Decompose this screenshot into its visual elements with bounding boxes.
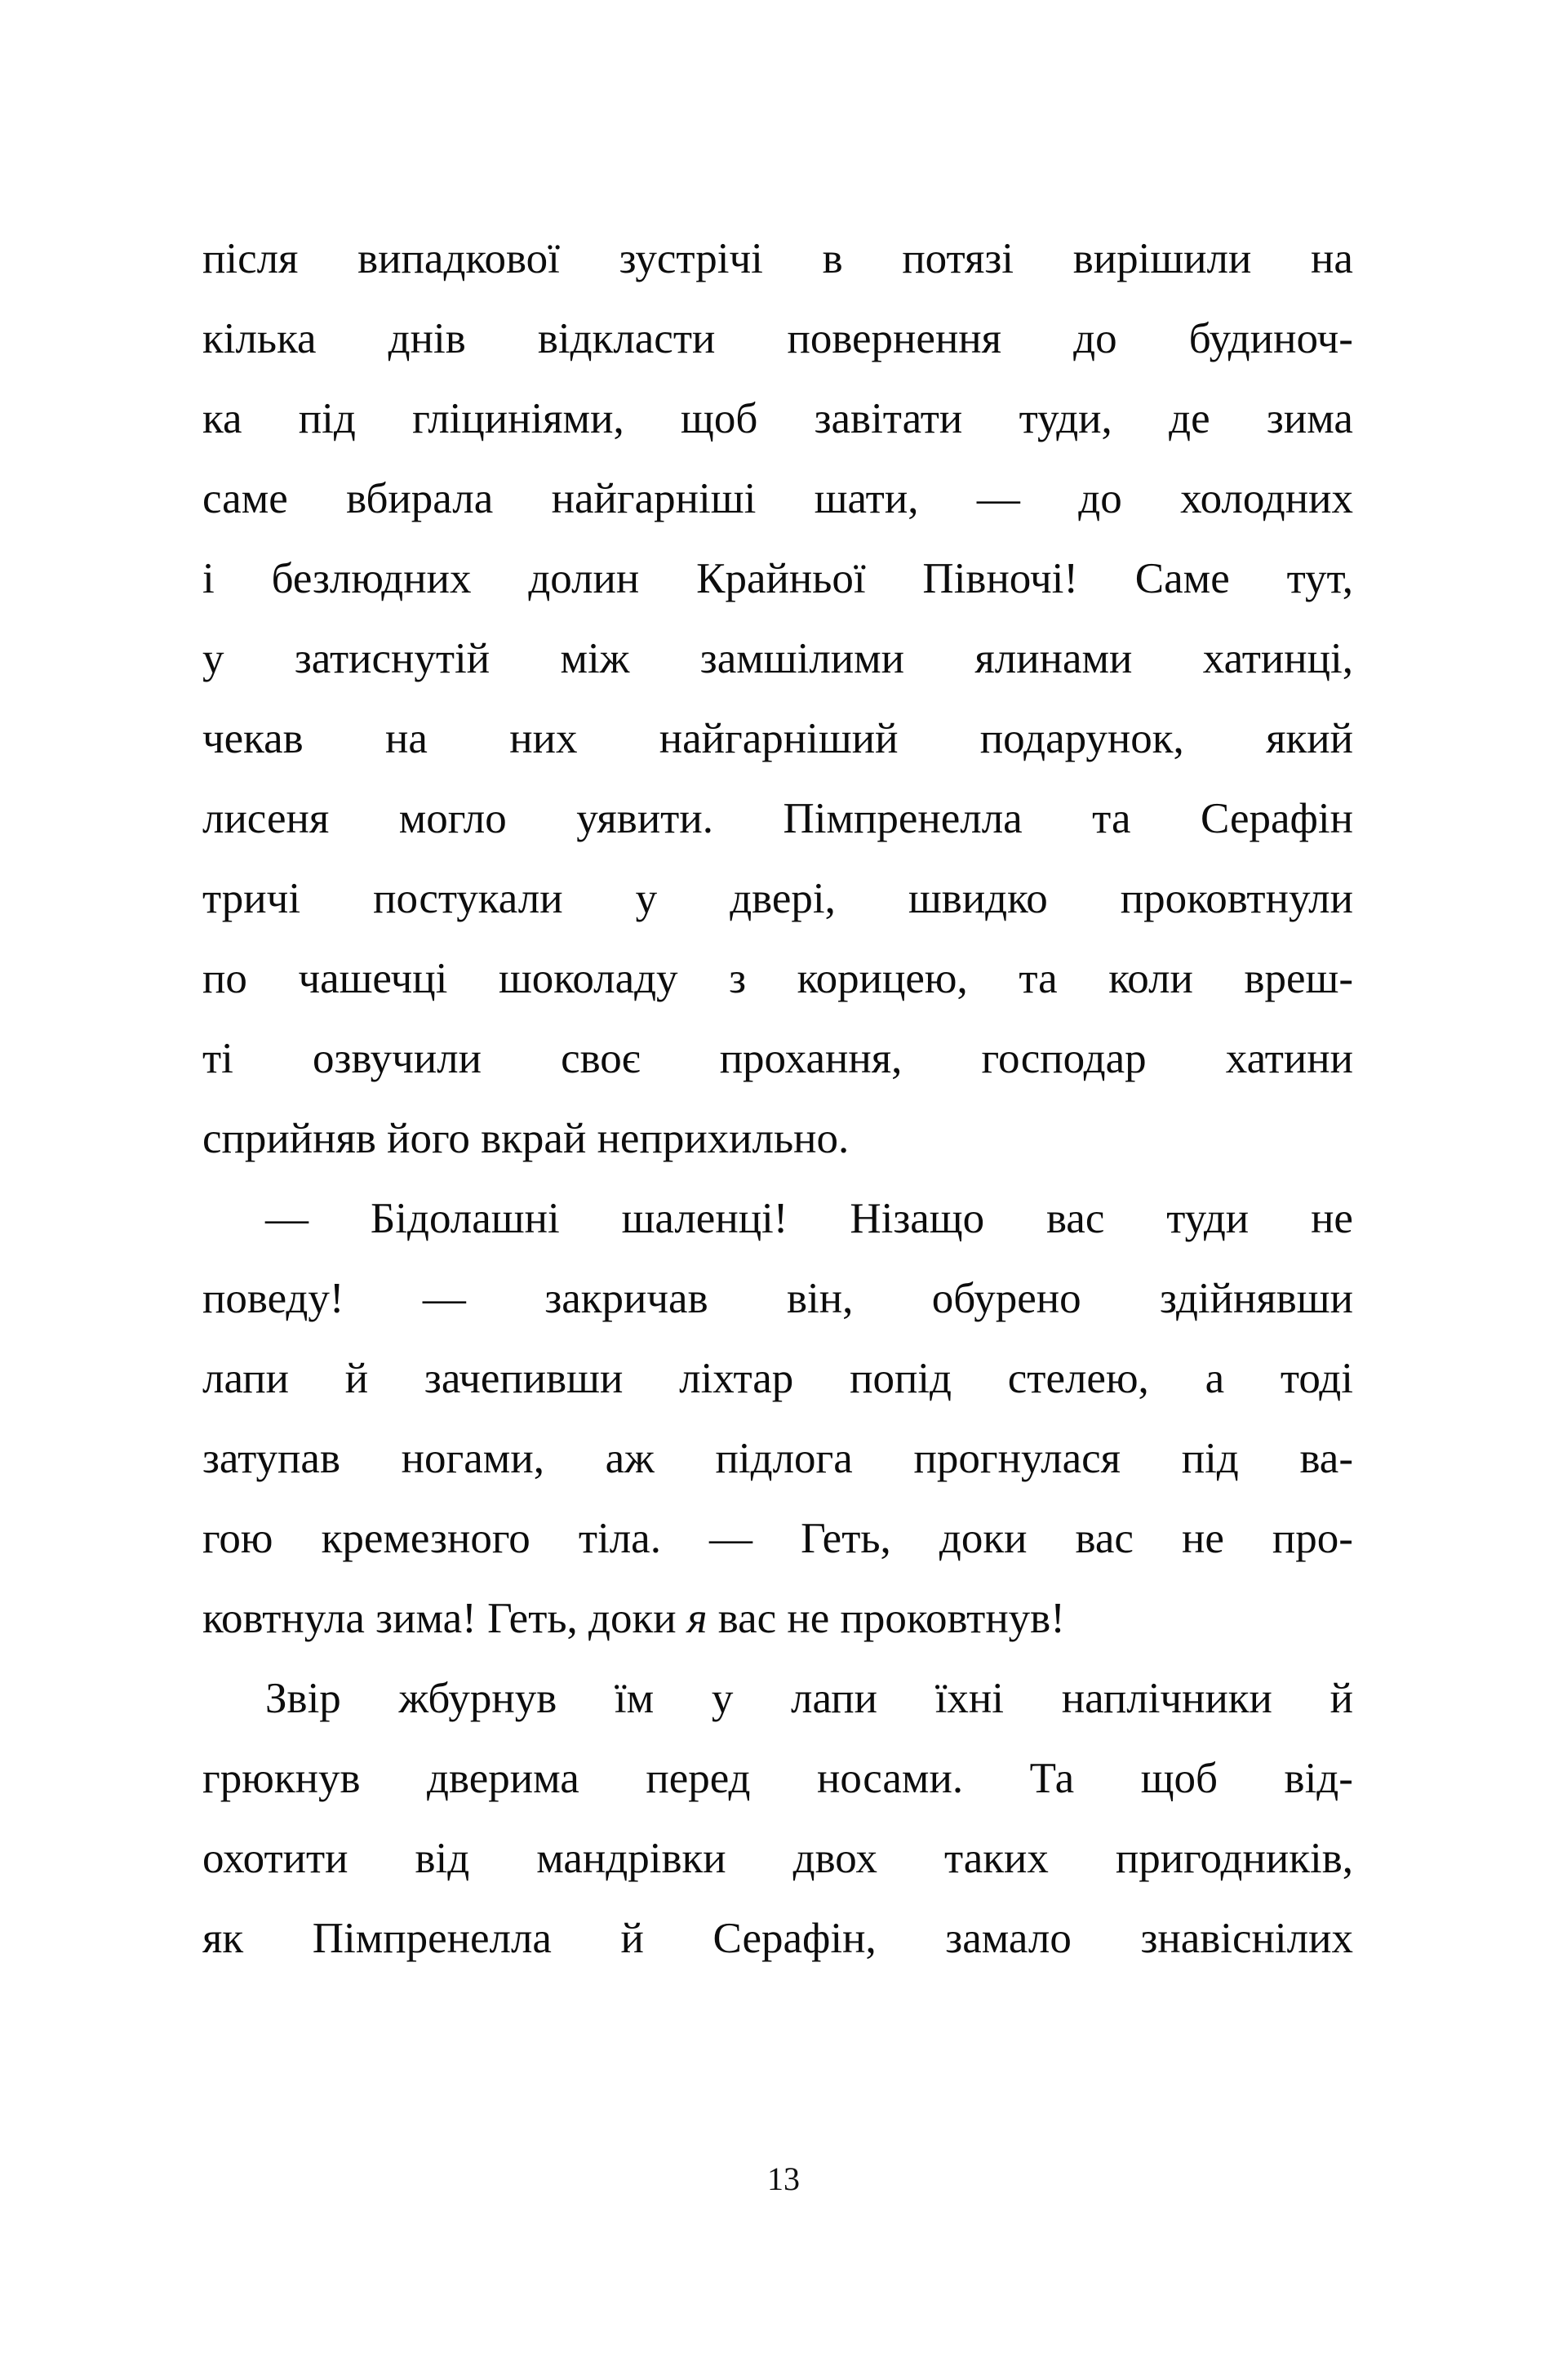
text-word: ва- (1299, 1435, 1353, 1482)
text-word: в (822, 235, 843, 282)
text-line (202, 939, 1353, 1019)
text-word: щоб (681, 395, 758, 442)
text-line (202, 1019, 1353, 1099)
text-word: їм (614, 1675, 655, 1722)
text-word: Серафін (1200, 795, 1353, 842)
text-word: затиснутій (294, 635, 491, 682)
text-line (202, 779, 1353, 859)
text-word: попід (850, 1355, 952, 1402)
text-word: тоді (1280, 1355, 1353, 1402)
text-word: Бідолашні (370, 1195, 560, 1242)
text-word: грюкнув (202, 1755, 361, 1802)
text-word: де (1169, 395, 1210, 442)
text-word: Звір (265, 1675, 341, 1722)
text-word: них (509, 715, 578, 762)
text-word: кілька (202, 315, 317, 362)
text-word: їхні (934, 1675, 1005, 1722)
text-word: шати, (814, 475, 919, 522)
text-word: ті (202, 1035, 233, 1082)
text-word: й (344, 1355, 369, 1402)
text-word: тричі (202, 875, 301, 922)
page-number: 13 (767, 2160, 800, 2197)
text-word: лисеня (202, 795, 330, 842)
text-word: холодних (1180, 475, 1353, 522)
text-word: уявити. (576, 795, 713, 842)
text-word: ялинами (974, 635, 1133, 682)
text-word: таких (943, 1835, 1049, 1882)
text-word: долин (528, 555, 640, 602)
text-word: вбирала (346, 475, 494, 522)
text-line (202, 1339, 1353, 1419)
text-line (202, 539, 1353, 619)
text-word: найгарніший (659, 715, 899, 762)
text-word: жбурнув (398, 1675, 557, 1722)
text-word: випадкової (357, 235, 560, 282)
text-word: повернення (787, 315, 1002, 362)
text-word: про- (1272, 1515, 1353, 1562)
text-word: завітати (814, 395, 963, 442)
text-word: Серафін, (712, 1915, 877, 1962)
text-word: який (1266, 715, 1353, 762)
text-word: він, (786, 1275, 854, 1322)
text-word: Крайньої (696, 555, 866, 602)
text-word: і (202, 555, 215, 602)
text-word: перед (646, 1755, 751, 1802)
text-word: чашечці (298, 955, 448, 1002)
text-word: під (1181, 1435, 1239, 1482)
text-word: — (422, 1275, 466, 1322)
text-line (265, 1179, 1353, 1259)
text-line (202, 859, 1353, 939)
text-word: — (265, 1195, 309, 1242)
text-word: не (1311, 1195, 1353, 1242)
text-word: гліциніями, (412, 395, 624, 442)
text-line: ковтнула зима! Геть, доки я вас не проковтнув! (202, 1595, 1065, 1642)
text-word: охотити (202, 1835, 348, 1882)
text-word: коли (1108, 955, 1193, 1002)
text-line (202, 299, 1353, 379)
text-word: Нізащо (850, 1195, 985, 1242)
text-word: по (202, 955, 247, 1002)
text-word: вас (1075, 1515, 1134, 1562)
text-word: вас (1045, 1195, 1105, 1242)
text-line (202, 459, 1353, 539)
text-word: поведу! (202, 1275, 344, 1322)
text-word: до (1078, 475, 1122, 522)
text-word: у (711, 1675, 734, 1722)
text-line (202, 619, 1353, 699)
text-word: дверима (427, 1755, 579, 1802)
text-word: а (1205, 1355, 1225, 1402)
text-word: здійнявши (1159, 1275, 1353, 1322)
text-word: потязі (902, 235, 1014, 282)
text-word: до (1073, 315, 1117, 362)
text-word: своє (561, 1035, 641, 1082)
text-word: тут, (1286, 555, 1353, 602)
text-word: носами. (817, 1755, 964, 1802)
text-word: будиноч- (1188, 315, 1353, 362)
text-word: й (1330, 1675, 1353, 1722)
text-word: зима (1266, 395, 1353, 442)
text-word: туди (1166, 1195, 1250, 1242)
text-word: подарунок, (979, 715, 1184, 762)
text-word: під (298, 395, 356, 442)
text-line (202, 1419, 1353, 1499)
text-word: у (635, 875, 658, 922)
text-word: Геть, (801, 1515, 891, 1562)
text-word: саме (202, 475, 288, 522)
text-word: найгарніші (551, 475, 757, 522)
text-word: щоб (1140, 1755, 1219, 1802)
text-word: у (202, 635, 224, 682)
text-line (202, 379, 1353, 459)
text-line: сприйняв його вкрай неприхильно. (202, 1115, 850, 1162)
body-text-column (202, 219, 1353, 1978)
text-word: — (709, 1515, 753, 1562)
text-word: та (1019, 955, 1058, 1002)
text-word: Пімпренелла (312, 1915, 552, 1962)
text-line (202, 699, 1353, 779)
text-word: ліхтар (679, 1355, 794, 1402)
text-word: швидко (908, 875, 1048, 922)
text-word: шоколаду (498, 955, 678, 1002)
text-word: двох (792, 1835, 877, 1882)
text-word: на (385, 715, 428, 762)
text-word: підлога (715, 1435, 853, 1482)
text-word: між (560, 635, 630, 682)
text-word: затупав (202, 1435, 340, 1482)
text-word: Пімпренелла (783, 795, 1023, 842)
text-word: шаленці! (621, 1195, 788, 1242)
text-word: прохання, (719, 1035, 903, 1082)
text-word: як (202, 1915, 244, 1962)
text-word: кремезного (321, 1515, 530, 1562)
text-word: днів (388, 315, 466, 362)
text-word: пригодників, (1115, 1835, 1353, 1882)
text-word: постукали (373, 875, 563, 922)
text-word: безлюдних (271, 555, 472, 602)
text-word: аж (605, 1435, 655, 1482)
text-word: від- (1284, 1755, 1353, 1802)
text-word: доки (939, 1515, 1028, 1562)
text-word: після (202, 235, 299, 282)
text-word: відкласти (537, 315, 716, 362)
text-word: зустрічі (619, 235, 763, 282)
text-word: обурено (931, 1275, 1081, 1322)
text-word: гою (202, 1515, 273, 1562)
text-word: від (415, 1835, 470, 1882)
text-word: корицею, (797, 955, 968, 1002)
text-word: замало (945, 1915, 1072, 1962)
text-word: закричав (544, 1275, 708, 1322)
text-word: хатинці, (1202, 635, 1353, 682)
text-word: ногами, (401, 1435, 544, 1482)
text-word: прогнулася (913, 1435, 1121, 1482)
text-word: хатини (1225, 1035, 1353, 1082)
text-word: — (976, 475, 1020, 522)
text-word: озвучили (313, 1035, 482, 1082)
text-word: лапи (202, 1355, 289, 1402)
text-word: Саме (1134, 555, 1230, 602)
text-line (265, 1658, 1353, 1738)
text-word: чекав (202, 715, 304, 762)
text-word: стелею, (1007, 1355, 1149, 1402)
text-word: на (1311, 235, 1353, 282)
text-word: проковтнули (1120, 875, 1353, 922)
text-line (202, 1259, 1353, 1339)
text-word: замшілими (699, 635, 905, 682)
text-word: мандрівки (536, 1835, 726, 1882)
text-word: двері, (730, 875, 836, 922)
text-word: лапи (791, 1675, 878, 1722)
text-word: ка (202, 395, 242, 442)
text-word: не (1181, 1515, 1224, 1562)
text-word: Та (1029, 1755, 1075, 1802)
text-word: наплічники (1061, 1675, 1272, 1722)
text-word: й (620, 1915, 644, 1962)
text-line (202, 1898, 1353, 1978)
text-line (202, 1499, 1353, 1579)
text-line (202, 219, 1353, 299)
text-word: Півночі! (922, 555, 1078, 602)
text-word: та (1092, 795, 1131, 842)
text-word: господар (981, 1035, 1147, 1082)
text-word: вреш- (1244, 955, 1353, 1002)
text-line (202, 1818, 1353, 1898)
text-word: тіла. (578, 1515, 661, 1562)
text-word: вирішили (1072, 235, 1252, 282)
text-word: туди, (1019, 395, 1112, 442)
text-word: з (729, 955, 747, 1002)
text-word: зачепивши (424, 1355, 624, 1402)
text-word: знавіснілих (1140, 1915, 1353, 1962)
text-word: могло (398, 795, 507, 842)
text-line (202, 1738, 1353, 1818)
